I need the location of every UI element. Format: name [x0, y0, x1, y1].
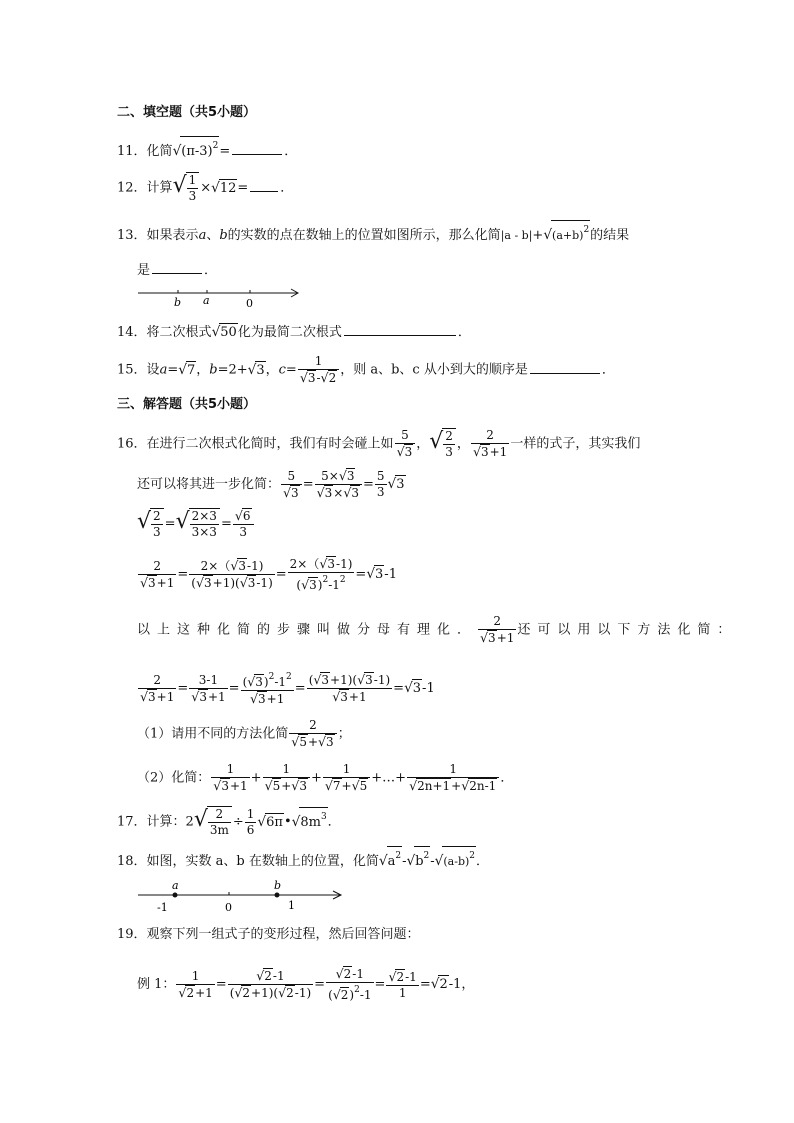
answer-blank [530, 360, 600, 374]
q16-sub2: （2）化简： $\frac{1}{√3+1}$ + $\frac{1}{√5+√3}$ + $\frac{1}{√7+√5}$ +…+ $\frac{1}{√2n+1+√2n-1}$ ． [137, 762, 514, 793]
axis-label-a: a [172, 879, 179, 892]
question-13: 13．如果表示a、b的实数的点在数轴上的位置如图所示，那么化简$|a - b|+√(a+b)^2$的结果 [117, 220, 629, 245]
question-17: 17．计算：2√ $\frac{2}{3m}$ ÷ $\frac{1}{6}$ $√6\pi•√8m^3$． [117, 806, 341, 837]
q16-sub1: （1）请用不同的方法化简 $\frac{2}{√5+√3}$ ； [137, 718, 351, 749]
q16-line3: √ $\frac{2}{3}$ =√ $\frac{2\times 3}{3\times 3}$ = $\frac{√6}{3}$ [137, 508, 255, 540]
question-14: 14．将二次根式√50化为最简二次根式 ． [117, 324, 471, 340]
section-heading-fill-blank: 二、填空题（共5小题） [117, 105, 257, 120]
question-number: 17． [117, 814, 147, 830]
question-16: 16．在进行二次根式化简时，我们有时会碰上如 $\frac{5}{√3}$ ，√ $\frac{2}{3}$ ， $\frac{2}{√3+1}$ 一样的式子，其实我们 [117, 428, 641, 459]
number-line-13 [135, 284, 305, 310]
question-text: 化简 [146, 144, 173, 159]
axis-label-minus1: -1 [157, 901, 168, 914]
axis-label-zero: 0 [225, 901, 232, 914]
question-number: 18． [117, 854, 147, 869]
axis-label-b: b [174, 296, 182, 309]
answer-blank [344, 322, 456, 336]
sqrt-expression: √50 [211, 324, 237, 340]
axis-label-one: 1 [288, 899, 295, 912]
axis-label-zero: 0 [246, 297, 253, 310]
sqrt-expression: √12 [211, 179, 237, 196]
fraction: $\frac{1}{√3-√2}$ [298, 354, 339, 386]
question-number: 14． [117, 325, 147, 340]
q16-intro: 以上这种化简的步骤叫做分母有理化． $\frac{2}{√3+1}$ 还可以用以下方法化简： [137, 614, 738, 645]
question-11: 11．化简$√(\pi-3)^2=$ ． [117, 136, 297, 161]
sqrt-expression: $√(a+b)^2$ [543, 220, 590, 245]
answer-blank [152, 260, 202, 274]
sqrt-expression: $√(\pi-3)^2$ [173, 136, 220, 161]
sqrt-fraction: √ $\frac{1}{3}$ [173, 172, 201, 204]
question-number: 15． [117, 362, 147, 378]
question-19: 19．观察下列一组式子的变形过程，然后回答问题： [117, 927, 420, 942]
axis-label-a: a [203, 294, 210, 307]
q16-line4: $\frac{2}{√3+1}$ = $\frac{2\times(√3-1)}{(√3+1)(√3-1)}$ = $\frac{2\times(√3-1)}{(√3)^2-1^2}$ =√3-1 [140, 556, 397, 592]
q19-example: 例 1： $\frac{1}{√2+1}$ = $\frac{√2-1}{(√2+1)(√2-1)}$ = $\frac{√2-1}{(√2)^2-1}$ = $\frac{√2-1}{1}$ =√2-1， [137, 966, 475, 1002]
question-15: 15．设a=√7，b=2+√3，c= $\frac{1}{√3-√2}$ ，则 a、b、c 从小到大的顺序是 ． [117, 354, 615, 385]
number-line-18 [135, 876, 350, 916]
section-heading-answer: 三、解答题（共5小题） [117, 397, 257, 412]
question-number: 11． [117, 144, 147, 159]
answer-blank [250, 178, 278, 192]
question-number: 19． [117, 927, 147, 942]
question-18: 18．如图，实数 a、b 在数轴上的位置，化简$√a^2-√b^2-√(a-b)^2$． [117, 846, 489, 871]
question-number: 16． [117, 436, 147, 452]
answer-blank [232, 141, 282, 155]
question-13-line2: 是 ． [137, 260, 217, 280]
q16-line6: $\frac{2}{√3+1}$ = $\frac{3-1}{√3+1}$ = $\frac{(√3)^2-1^2}{√3+1}$ = $\frac{(√3+1)(√3-1)}{√3+1}$ =√3-1 [140, 672, 435, 706]
question-12: 12．计算√ $\frac{1}{3}$ ×√12= ． [117, 172, 294, 203]
q16-line2: 还可以将其进一步化简： $\frac{5}{√3}$ = $\frac{5\times√3}{√3\times√3}$ = $\frac{5}{3}$ √3 [137, 468, 405, 500]
question-number: 12． [117, 180, 147, 196]
question-number: 13． [117, 228, 147, 243]
axis-label-b: b [274, 879, 282, 892]
